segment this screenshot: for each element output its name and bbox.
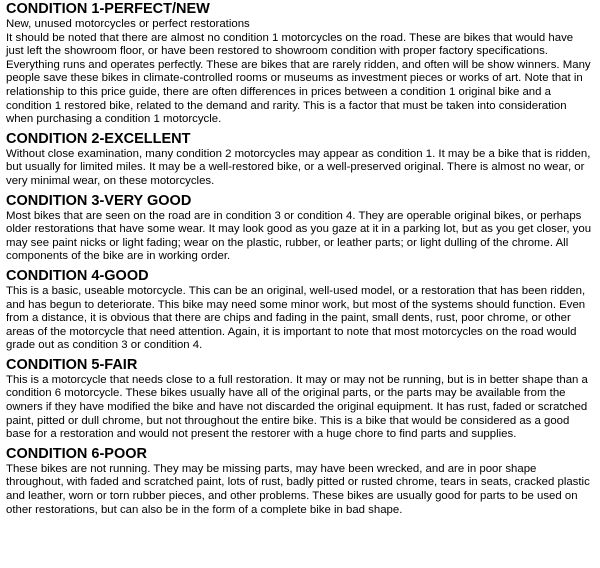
condition-6-section [6, 446, 594, 517]
condition-1-section [6, 1, 594, 127]
condition-4-body: This is a basic, useable motorcycle. This can be an original, well-used model, or a restoration that has been ridden, and has begun to deteriorate. This bike may need some minor work, but most of the systems should function. Even from a distance, it is obvious that there are chips and fading in the paint, small dents, rust, poor chrome, or other areas of the motorcycle that need attention. Again, it is important to note that most motorcycles on the road would grade out as condition 3 or condition 4. [6, 284, 586, 352]
condition-4-section [6, 268, 594, 353]
condition-2-body: Without close examination, many condition 2 motorcycles may appear as condition 1. It may be a bike that is ridden, but usually for limited miles. It may be a well-restored bike, or a well-preserved original. There is almost no wear, or very minimal wear, on these motorcycles. [6, 147, 591, 187]
condition-1-body: It should be noted that there are almost no condition 1 motorcycles on the road. These are bikes that would have just left the showroom floor, or have been restored to showroom condition with proper factory specifications. Everything runs and operates perfectly. These are bikes that are rarely ridden, and often will be show winners. Many people save these bikes in climate-controlled rooms or museums as investment pieces or works of art. Note that in relationship to this price guide, there are often differences in prices between a condition 1 original bike and a condition 1 restored bike, related to the demand and rarity. This is a factor that must be taken into consideration when purchasing a condition 1 motorcycle. [6, 31, 591, 126]
condition-3-body: Most bikes that are seen on the road are in condition 3 or condition 4. They are operable original bikes, or perhaps older restorations that have some wear. It may look good as you gaze at it in a parking lot, but as you get closer, you may see paint nicks or light fading; wear on the plastic, rubber, or leather parts; or light dulling of the chrome. All components of the bike are in working order. [6, 209, 592, 263]
condition-6-heading: CONDITION 6-POOR [6, 445, 147, 462]
condition-3-heading: CONDITION 3-VERY GOOD [6, 192, 192, 209]
condition-2-section [6, 131, 594, 189]
condition-4-heading: CONDITION 4-GOOD [6, 267, 149, 284]
condition-1-heading: CONDITION 1-PERFECT/NEW [6, 1, 210, 17]
condition-1-subtitle: New, unused motorcycles or perfect restorations [6, 18, 250, 30]
condition-2-heading: CONDITION 2-EXCELLENT [6, 130, 191, 147]
condition-3-section [6, 193, 594, 264]
condition-5-heading: CONDITION 5-FAIR [6, 356, 138, 373]
condition-5-section [6, 357, 594, 442]
condition-6-body: These bikes are not running. They may be missing parts, may have been wrecked, and are in poor shape throughout, with faded and scratched paint, lots of rust, badly pitted or rusted chrome, tears in seats, cracked plastic and leather, worn or torn rubber pieces, and other problems. These bikes are usually good for parts to be used on other restorations, but can also be in the form of a complete bike in bad shape. [6, 462, 590, 516]
condition-5-body: This is a motorcycle that needs close to a full restoration. It may or may not be running, but is in better shape than a condition 6 motorcycle. These bikes usually have all of the original parts, or the parts may be available from the owners if they have modified the bike and have not discarded the original equipment. It has rust, faded or scratched paint, pitted or dull chrome, but not throughout the entire bike. This is a bike that would be considered as a good base for a restoration and would not present the restorer with a huge chore to find parts and supplies. [6, 373, 588, 441]
